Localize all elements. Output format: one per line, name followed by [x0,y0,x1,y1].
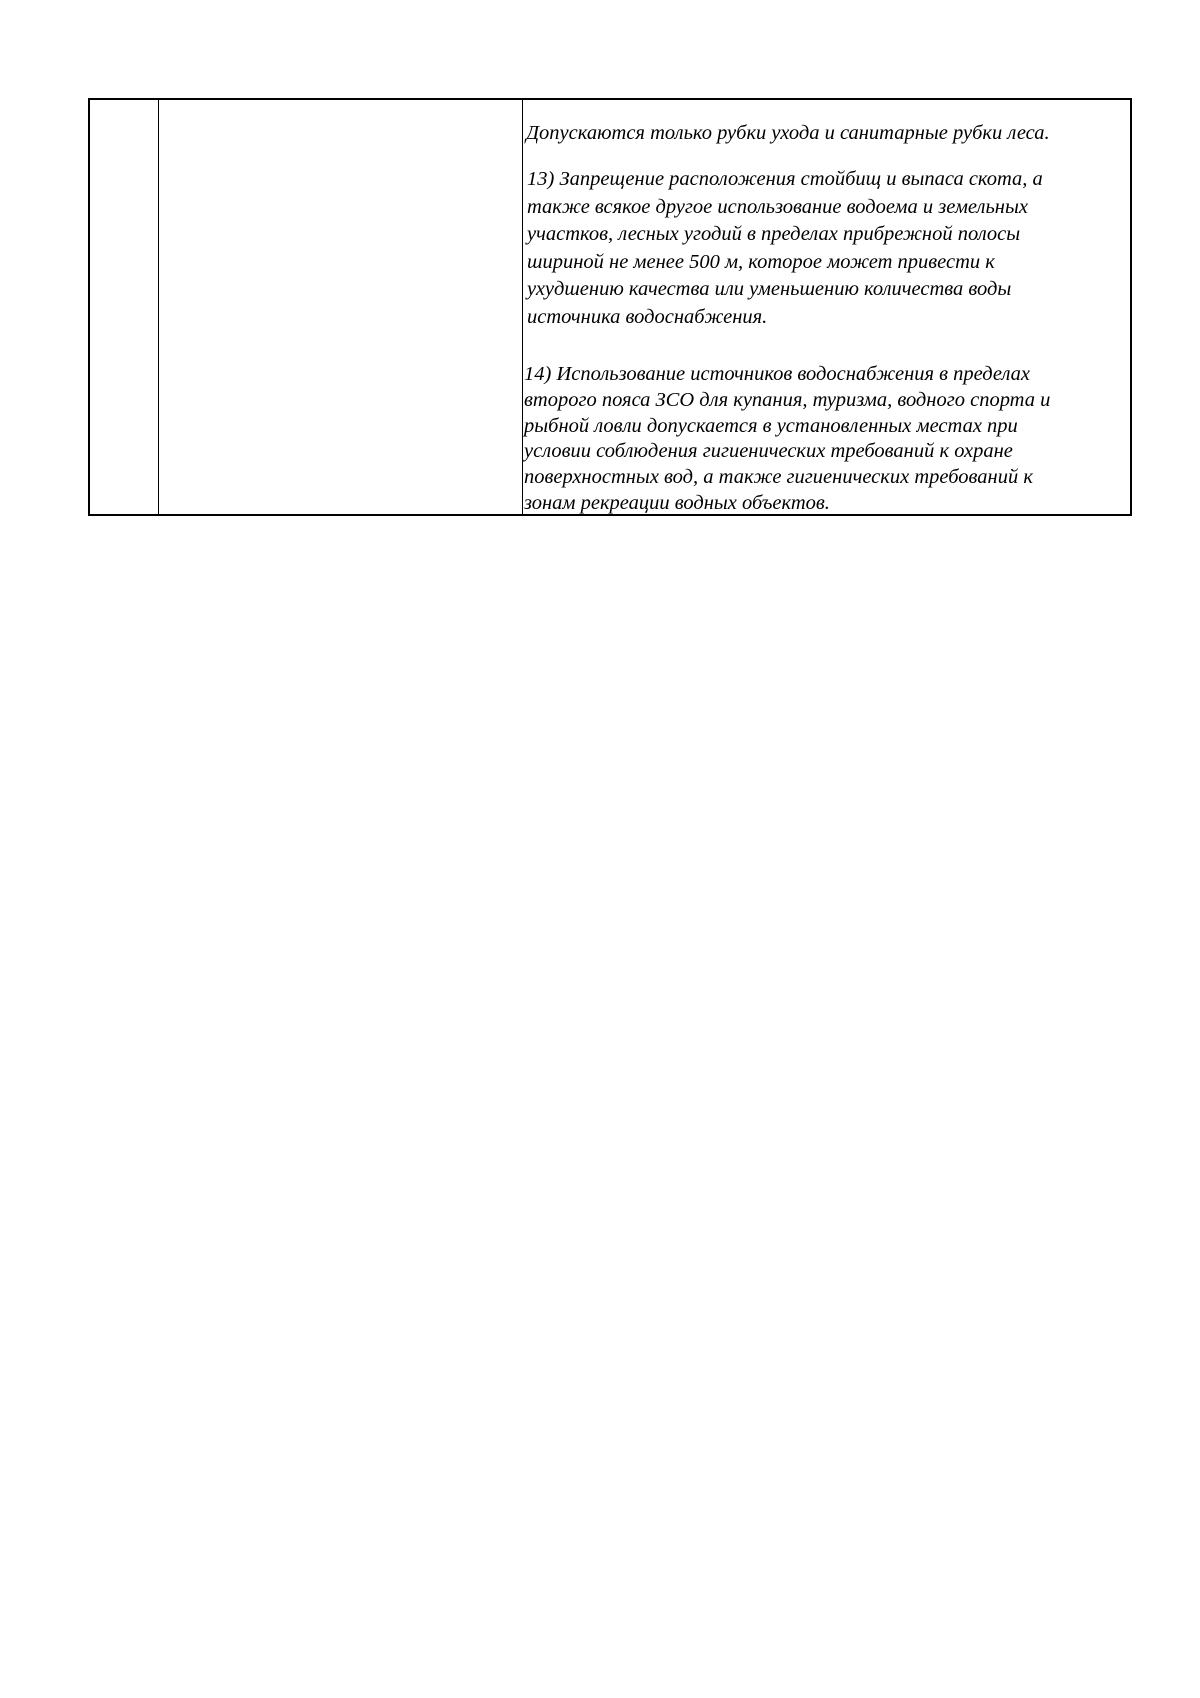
regulations-table [88,98,1132,516]
paragraph-line: условии соблюдения гигиенических требований к охране [524,440,1013,463]
paragraph-13-livestock-ban [527,166,1043,331]
paragraph-line: шириной не менее 500 м, которое может привести к [527,250,995,273]
paragraph-14-water-use [524,362,1050,517]
paragraph-line: ухудшению качества или уменьшению количества воды [527,278,1012,300]
paragraph-line: участков, лесных угодий в пределах прибрежной полосы [527,223,1021,245]
column-divider-2 [522,100,523,514]
paragraph-line: 13) Запрещение расположения стойбищ и выпаса скота, а [527,168,1043,190]
column-divider-1 [158,100,159,514]
paragraph-line: рыбной ловли допускается в установленных местах при [524,414,1018,437]
paragraph-line: поверхностных вод, а также гигиенических требований к [524,466,1033,489]
paragraph-line: также всякое другое использование водоема и земельных [527,195,1028,218]
paragraph-line: второго пояса ЗСО для купания, туризма, водного спорта и [524,388,1051,411]
paragraph-line: зонам рекреации водных объектов. [524,491,830,514]
paragraph-line: Допускаются только рубки ухода и санитарные рубки леса. [526,122,1050,144]
paragraph-line: 14) Использование источников водоснабжения в пределах [524,363,1031,385]
paragraph-logging-allowed [526,120,1050,148]
paragraph-line: источника водоснабжения. [527,305,768,328]
